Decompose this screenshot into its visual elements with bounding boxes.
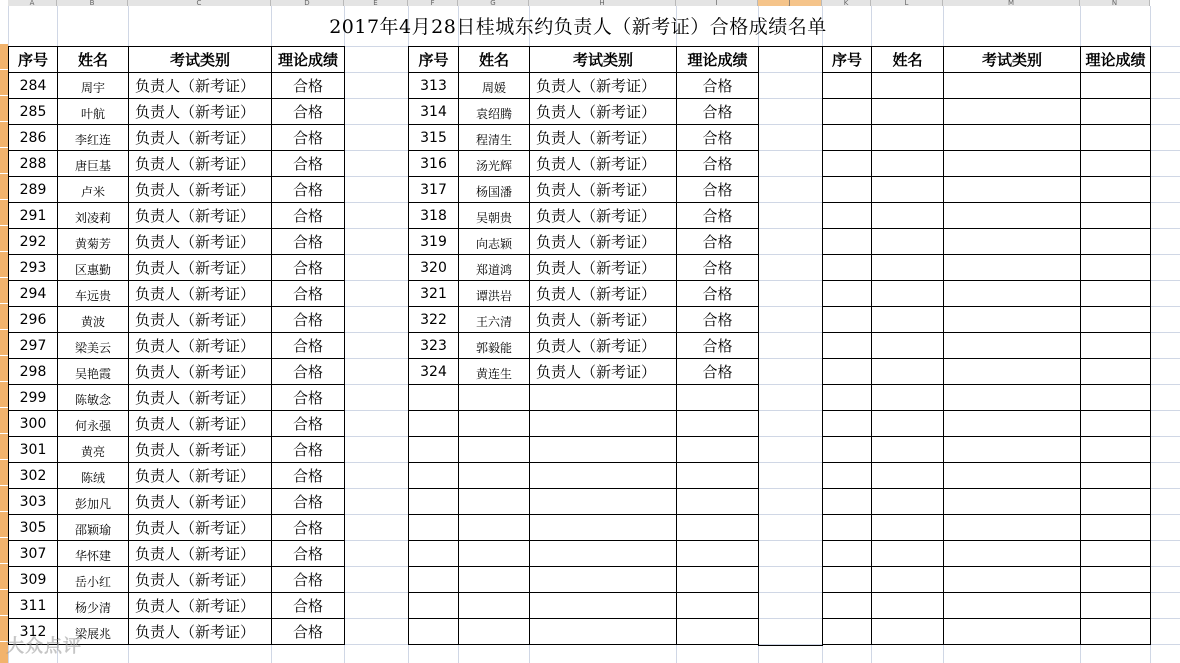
- column-header[interactable]: D: [271, 0, 344, 6]
- type-cell[interactable]: 负责人（新考证）: [135, 441, 256, 459]
- row-header[interactable]: [0, 122, 8, 148]
- type-cell[interactable]: 负责人（新考证）: [135, 597, 256, 615]
- name-cell[interactable]: 黄亮: [80, 445, 105, 459]
- score-cell[interactable]: 合格: [702, 311, 733, 329]
- score-cell[interactable]: 合格: [292, 129, 323, 147]
- name-cell[interactable]: 陈敏念: [74, 393, 111, 407]
- table-border-v: [758, 46, 759, 646]
- row-header[interactable]: [0, 70, 8, 96]
- table-border-h: [758, 645, 823, 646]
- column-header[interactable]: F: [408, 0, 458, 6]
- score-cell[interactable]: 合格: [292, 441, 323, 459]
- score-cell[interactable]: 合格: [702, 259, 733, 277]
- name-cell[interactable]: 周媛: [481, 81, 506, 95]
- column-header[interactable]: A: [8, 0, 57, 6]
- table-border-v: [943, 46, 944, 644]
- name-cell[interactable]: 杨国潘: [475, 185, 512, 199]
- type-cell[interactable]: 负责人（新考证）: [135, 467, 256, 485]
- header-type[interactable]: 考试类别: [572, 51, 633, 69]
- name-cell[interactable]: 岳小红: [74, 575, 111, 589]
- seq-cell[interactable]: 313: [420, 78, 447, 94]
- header-score[interactable]: 理论成绩: [687, 51, 748, 69]
- header-seq[interactable]: 序号: [418, 51, 449, 69]
- header-name[interactable]: 姓名: [77, 51, 108, 69]
- name-cell[interactable]: 梁展兆: [74, 627, 111, 641]
- row-header[interactable]: [0, 408, 8, 434]
- name-cell[interactable]: 郑道鸿: [475, 263, 512, 277]
- score-cell[interactable]: 合格: [292, 259, 323, 277]
- name-cell[interactable]: 周宇: [80, 81, 105, 95]
- name-cell[interactable]: 卢米: [80, 185, 105, 199]
- seq-cell[interactable]: 316: [420, 156, 447, 172]
- type-cell[interactable]: 负责人（新考证）: [135, 77, 256, 95]
- column-header[interactable]: I: [676, 0, 758, 6]
- seq-cell[interactable]: 318: [420, 208, 447, 224]
- seq-cell[interactable]: 292: [19, 234, 47, 250]
- seq-cell[interactable]: 288: [19, 156, 47, 172]
- type-cell[interactable]: 负责人（新考证）: [135, 311, 256, 329]
- type-cell[interactable]: 负责人（新考证）: [135, 571, 256, 589]
- row-header[interactable]: [0, 564, 8, 590]
- name-cell[interactable]: 向志颖: [475, 237, 512, 251]
- type-cell[interactable]: 负责人（新考证）: [536, 337, 657, 355]
- seq-cell[interactable]: 324: [420, 364, 447, 380]
- name-cell[interactable]: 车远贵: [74, 289, 111, 303]
- seq-cell[interactable]: 298: [19, 364, 47, 380]
- type-cell[interactable]: 负责人（新考证）: [135, 155, 256, 173]
- type-cell[interactable]: 负责人（新考证）: [135, 415, 256, 433]
- header-name[interactable]: 姓名: [892, 51, 923, 69]
- seq-cell[interactable]: 296: [19, 312, 47, 328]
- column-header[interactable]: H: [529, 0, 676, 6]
- seq-cell[interactable]: 311: [19, 598, 47, 614]
- type-cell[interactable]: 负责人（新考证）: [135, 181, 256, 199]
- column-header[interactable]: B: [57, 0, 128, 6]
- seq-cell[interactable]: 315: [420, 130, 447, 146]
- column-header[interactable]: G: [458, 0, 529, 6]
- seq-cell[interactable]: 323: [420, 338, 447, 354]
- type-cell[interactable]: 负责人（新考证）: [135, 493, 256, 511]
- watermark: 大众点评: [6, 636, 82, 657]
- row-header[interactable]: [0, 44, 8, 70]
- column-header[interactable]: C: [128, 0, 271, 6]
- table-border-h: [408, 618, 759, 619]
- seq-cell[interactable]: 285: [19, 104, 47, 120]
- header-name[interactable]: 姓名: [478, 51, 509, 69]
- seq-cell[interactable]: 322: [420, 312, 447, 328]
- score-cell[interactable]: 合格: [292, 415, 323, 433]
- score-cell[interactable]: 合格: [292, 155, 323, 173]
- table-border-h: [758, 46, 823, 47]
- name-cell[interactable]: 邵颖瑜: [74, 523, 111, 537]
- type-cell[interactable]: 负责人（新考证）: [536, 233, 657, 251]
- sheet-title: 2017年4月28日桂城东约负责人（新考证）合格成绩名单: [329, 16, 827, 38]
- score-cell[interactable]: 合格: [292, 597, 323, 615]
- name-cell[interactable]: 黄菊芳: [74, 237, 111, 251]
- column-header[interactable]: N: [1080, 0, 1150, 6]
- type-cell[interactable]: 负责人（新考证）: [536, 155, 657, 173]
- score-cell[interactable]: 合格: [702, 181, 733, 199]
- table-border-h: [408, 566, 759, 567]
- score-cell[interactable]: 合格: [702, 103, 733, 121]
- type-cell[interactable]: 负责人（新考证）: [536, 363, 657, 381]
- seq-cell[interactable]: 317: [420, 182, 447, 198]
- score-cell[interactable]: 合格: [292, 337, 323, 355]
- row-header[interactable]: [0, 252, 8, 278]
- score-cell[interactable]: 合格: [292, 389, 323, 407]
- row-header[interactable]: [0, 538, 8, 564]
- table-border-h: [408, 644, 759, 645]
- name-cell[interactable]: 谭洪岩: [475, 289, 512, 303]
- header-seq[interactable]: 序号: [831, 51, 862, 69]
- seq-cell[interactable]: 286: [19, 130, 47, 146]
- score-cell[interactable]: 合格: [702, 155, 733, 173]
- type-cell[interactable]: 负责人（新考证）: [135, 545, 256, 563]
- type-cell[interactable]: 负责人（新考证）: [135, 519, 256, 537]
- seq-cell[interactable]: 300: [19, 416, 47, 432]
- name-cell[interactable]: 彭加凡: [74, 497, 111, 511]
- score-cell[interactable]: 合格: [292, 623, 323, 641]
- type-cell[interactable]: 负责人（新考证）: [135, 259, 256, 277]
- score-cell[interactable]: 合格: [292, 207, 323, 225]
- type-cell[interactable]: 负责人（新考证）: [536, 77, 657, 95]
- name-cell[interactable]: 唐巨基: [74, 159, 111, 173]
- name-cell[interactable]: 黄波: [80, 315, 105, 329]
- name-cell[interactable]: 吴艳霞: [74, 367, 111, 381]
- table-border-h: [408, 540, 759, 541]
- seq-cell[interactable]: 293: [19, 260, 47, 276]
- row-header[interactable]: [0, 148, 8, 174]
- type-cell[interactable]: 负责人（新考证）: [536, 103, 657, 121]
- score-cell[interactable]: 合格: [702, 77, 733, 95]
- name-cell[interactable]: 何永强: [74, 419, 111, 433]
- type-cell[interactable]: 负责人（新考证）: [536, 285, 657, 303]
- table-border-h: [408, 436, 759, 437]
- type-cell[interactable]: 负责人（新考证）: [135, 363, 256, 381]
- seq-cell[interactable]: 312: [19, 624, 47, 640]
- name-cell[interactable]: 叶航: [80, 107, 105, 121]
- seq-cell[interactable]: 302: [19, 468, 47, 484]
- type-cell[interactable]: 负责人（新考证）: [536, 311, 657, 329]
- row-header[interactable]: [0, 226, 8, 252]
- table-border-h: [408, 410, 759, 411]
- score-cell[interactable]: 合格: [702, 337, 733, 355]
- score-cell[interactable]: 合格: [702, 363, 733, 381]
- name-cell[interactable]: 刘凌莉: [74, 211, 111, 225]
- seq-cell[interactable]: 291: [19, 208, 47, 224]
- seq-cell[interactable]: 309: [19, 572, 47, 588]
- score-cell[interactable]: 合格: [292, 571, 323, 589]
- row-header[interactable]: [0, 200, 8, 226]
- score-cell[interactable]: 合格: [292, 493, 323, 511]
- column-header[interactable]: K: [822, 0, 871, 6]
- header-seq[interactable]: 序号: [17, 51, 48, 69]
- name-cell[interactable]: 梁美云: [74, 341, 111, 355]
- name-cell[interactable]: 华怀建: [74, 549, 111, 563]
- row-header[interactable]: [0, 486, 8, 512]
- score-cell[interactable]: 合格: [292, 181, 323, 199]
- type-cell[interactable]: 负责人（新考证）: [135, 389, 256, 407]
- seq-cell[interactable]: 314: [420, 104, 447, 120]
- seq-cell[interactable]: 289: [19, 182, 47, 198]
- score-cell[interactable]: 合格: [702, 207, 733, 225]
- name-cell[interactable]: 杨少清: [74, 601, 111, 615]
- seq-cell[interactable]: 299: [19, 390, 47, 406]
- seq-cell[interactable]: 284: [19, 78, 47, 94]
- table-border-h: [822, 644, 1151, 645]
- seq-cell[interactable]: 321: [420, 286, 447, 302]
- score-cell[interactable]: 合格: [292, 103, 323, 121]
- row-header[interactable]: [0, 304, 8, 330]
- score-cell[interactable]: 合格: [702, 129, 733, 147]
- seq-cell[interactable]: 305: [19, 520, 47, 536]
- seq-cell[interactable]: 320: [420, 260, 447, 276]
- score-cell[interactable]: 合格: [702, 285, 733, 303]
- row-header[interactable]: [0, 96, 8, 122]
- header-type[interactable]: 考试类别: [981, 51, 1042, 69]
- table-border-v: [822, 46, 823, 646]
- header-score[interactable]: 理论成绩: [1085, 51, 1146, 69]
- name-cell[interactable]: 区惠勤: [74, 263, 111, 277]
- name-cell[interactable]: 王六清: [475, 315, 512, 329]
- name-cell[interactable]: 郭毅能: [475, 341, 512, 355]
- row-header[interactable]: [0, 278, 8, 304]
- column-header[interactable]: J: [758, 0, 822, 6]
- table-border-v: [1150, 46, 1151, 644]
- table-border-v: [344, 46, 345, 644]
- type-cell[interactable]: 负责人（新考证）: [135, 103, 256, 121]
- type-cell[interactable]: 负责人（新考证）: [536, 181, 657, 199]
- score-cell[interactable]: 合格: [292, 77, 323, 95]
- table-border-v: [871, 46, 872, 644]
- score-cell[interactable]: 合格: [292, 519, 323, 537]
- type-cell[interactable]: 负责人（新考证）: [135, 233, 256, 251]
- seq-cell[interactable]: 319: [420, 234, 447, 250]
- row-header[interactable]: [0, 460, 8, 486]
- column-header[interactable]: L: [871, 0, 943, 6]
- type-cell[interactable]: 负责人（新考证）: [536, 207, 657, 225]
- header-type[interactable]: 考试类别: [169, 51, 230, 69]
- seq-cell[interactable]: 301: [19, 442, 47, 458]
- row-header[interactable]: [0, 174, 8, 200]
- seq-cell[interactable]: 307: [19, 546, 47, 562]
- name-cell[interactable]: 袁绍腾: [475, 107, 512, 121]
- score-cell[interactable]: 合格: [702, 233, 733, 251]
- score-cell[interactable]: 合格: [292, 545, 323, 563]
- seq-cell[interactable]: 303: [19, 494, 47, 510]
- type-cell[interactable]: 负责人（新考证）: [536, 129, 657, 147]
- name-cell[interactable]: 黄连生: [475, 367, 512, 381]
- score-cell[interactable]: 合格: [292, 285, 323, 303]
- name-cell[interactable]: 程清生: [475, 133, 512, 147]
- row-header[interactable]: [0, 512, 8, 538]
- type-cell[interactable]: 负责人（新考证）: [135, 129, 256, 147]
- row-header[interactable]: [0, 330, 8, 356]
- score-cell[interactable]: 合格: [292, 363, 323, 381]
- type-cell[interactable]: 负责人（新考证）: [135, 207, 256, 225]
- seq-cell[interactable]: 294: [19, 286, 47, 302]
- table-border-h: [408, 488, 759, 489]
- column-header[interactable]: M: [943, 0, 1080, 6]
- seq-cell[interactable]: 297: [19, 338, 47, 354]
- type-cell[interactable]: 负责人（新考证）: [135, 623, 256, 641]
- table-border-v: [1080, 46, 1081, 644]
- row-header[interactable]: [0, 382, 8, 408]
- type-cell[interactable]: 负责人（新考证）: [536, 259, 657, 277]
- row-header[interactable]: [0, 356, 8, 382]
- type-cell[interactable]: 负责人（新考证）: [135, 337, 256, 355]
- type-cell[interactable]: 负责人（新考证）: [135, 285, 256, 303]
- score-cell[interactable]: 合格: [292, 233, 323, 251]
- column-header[interactable]: E: [344, 0, 408, 6]
- table-border-h: [408, 514, 759, 515]
- score-cell[interactable]: 合格: [292, 311, 323, 329]
- name-cell[interactable]: 陈绒: [80, 471, 105, 485]
- name-cell[interactable]: 李红连: [74, 133, 111, 147]
- name-cell[interactable]: 汤光辉: [475, 159, 512, 173]
- score-cell[interactable]: 合格: [292, 467, 323, 485]
- row-header[interactable]: [0, 434, 8, 460]
- name-cell[interactable]: 吴朝贵: [475, 211, 512, 225]
- header-score[interactable]: 理论成绩: [277, 51, 338, 69]
- row-header[interactable]: [0, 590, 8, 616]
- table-border-h: [408, 592, 759, 593]
- table-border-h: [408, 462, 759, 463]
